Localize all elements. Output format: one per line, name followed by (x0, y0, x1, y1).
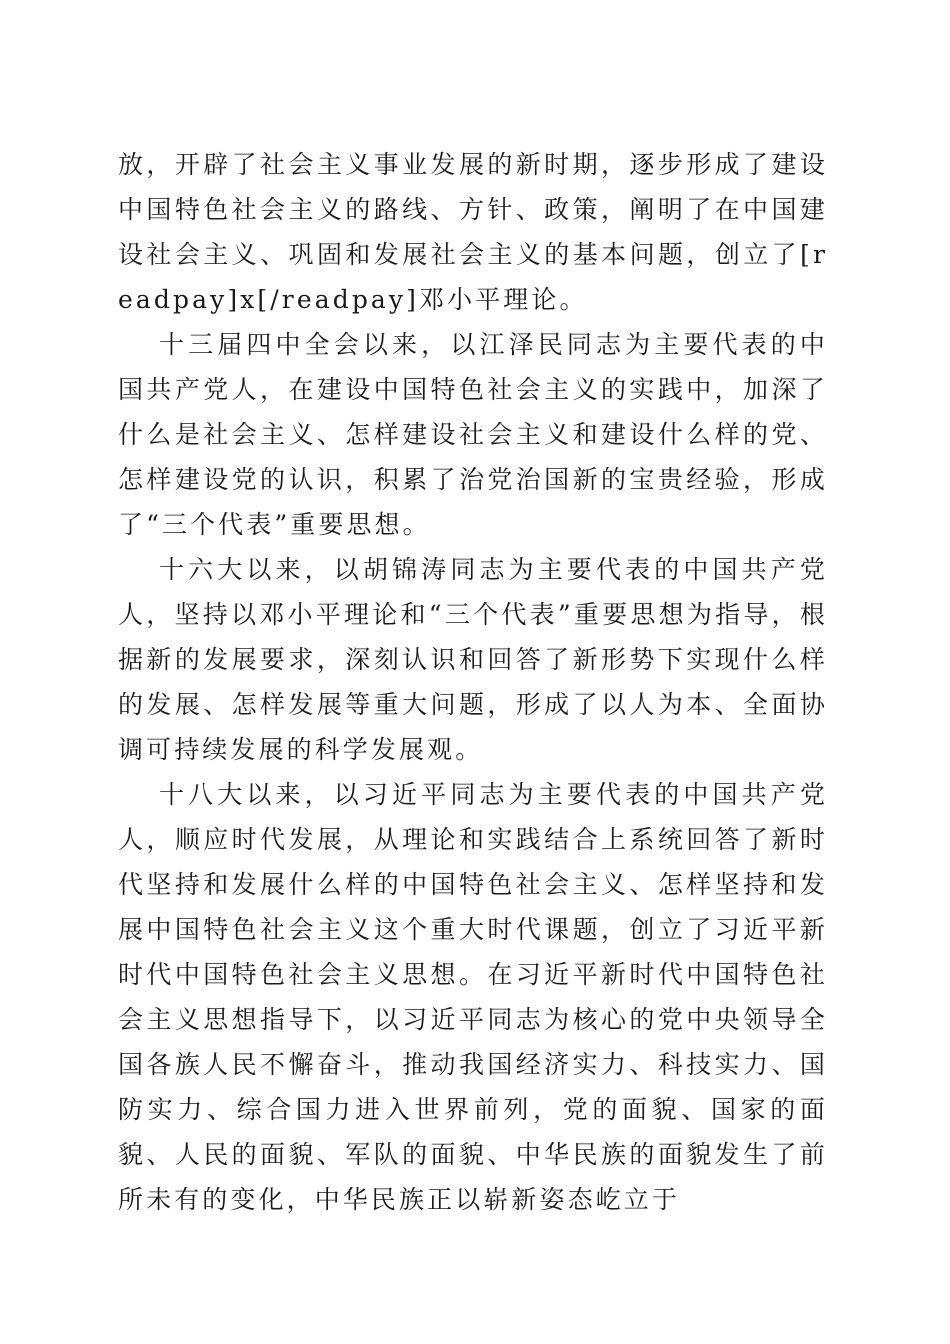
paragraph-3: 十六大以来，以胡锦涛同志为主要代表的中国共产党人，坚持以邓小平理论和“三个代表”重要思想为指导，根据新的发展要求，深刻认识和回答了新形势下实现什么样的发展、怎样发展等重大问题，形成了以人为本、全面协调可持续发展的科学发展观。 (118, 555, 828, 764)
paragraph-1: 放，开辟了社会主义事业发展的新时期，逐步形成了建设中国特色社会主义的路线、方针、政策，阐明了在中国建设社会主义、巩固和发展社会主义的基本问题，创立了[readpay]x[/readpay]邓小平理论。 (118, 150, 828, 314)
document-page (118, 142, 828, 1222)
paragraph-2: 十三届四中全会以来，以江泽民同志为主要代表的中国共产党人，在建设中国特色社会主义的实践中，加深了什么是社会主义、怎样建设社会主义和建设什么样的党、怎样建设党的认识，积累了治党治国新的宝贵经验，形成了“三个代表”重要思想。 (118, 330, 828, 539)
paragraph-4: 十八大以来，以习近平同志为主要代表的中国共产党人，顺应时代发展，从理论和实践结合上系统回答了新时代坚持和发展什么样的中国特色社会主义、怎样坚持和发展中国特色社会主义这个重大时代课题，创立了习近平新时代中国特色社会主义思想。在习近平新时代中国特色社会主义思想指导下，以习近平同志为核心的党中央领导全国各族人民不懈奋斗，推动我国经济实力、科技实力、国防实力、综合国力进入世界前列，党的面貌、国家的面貌、人民的面貌、军队的面貌、中华民族的面貌发生了前所未有的变化，中华民族正以崭新姿态屹立于 (118, 780, 828, 1214)
